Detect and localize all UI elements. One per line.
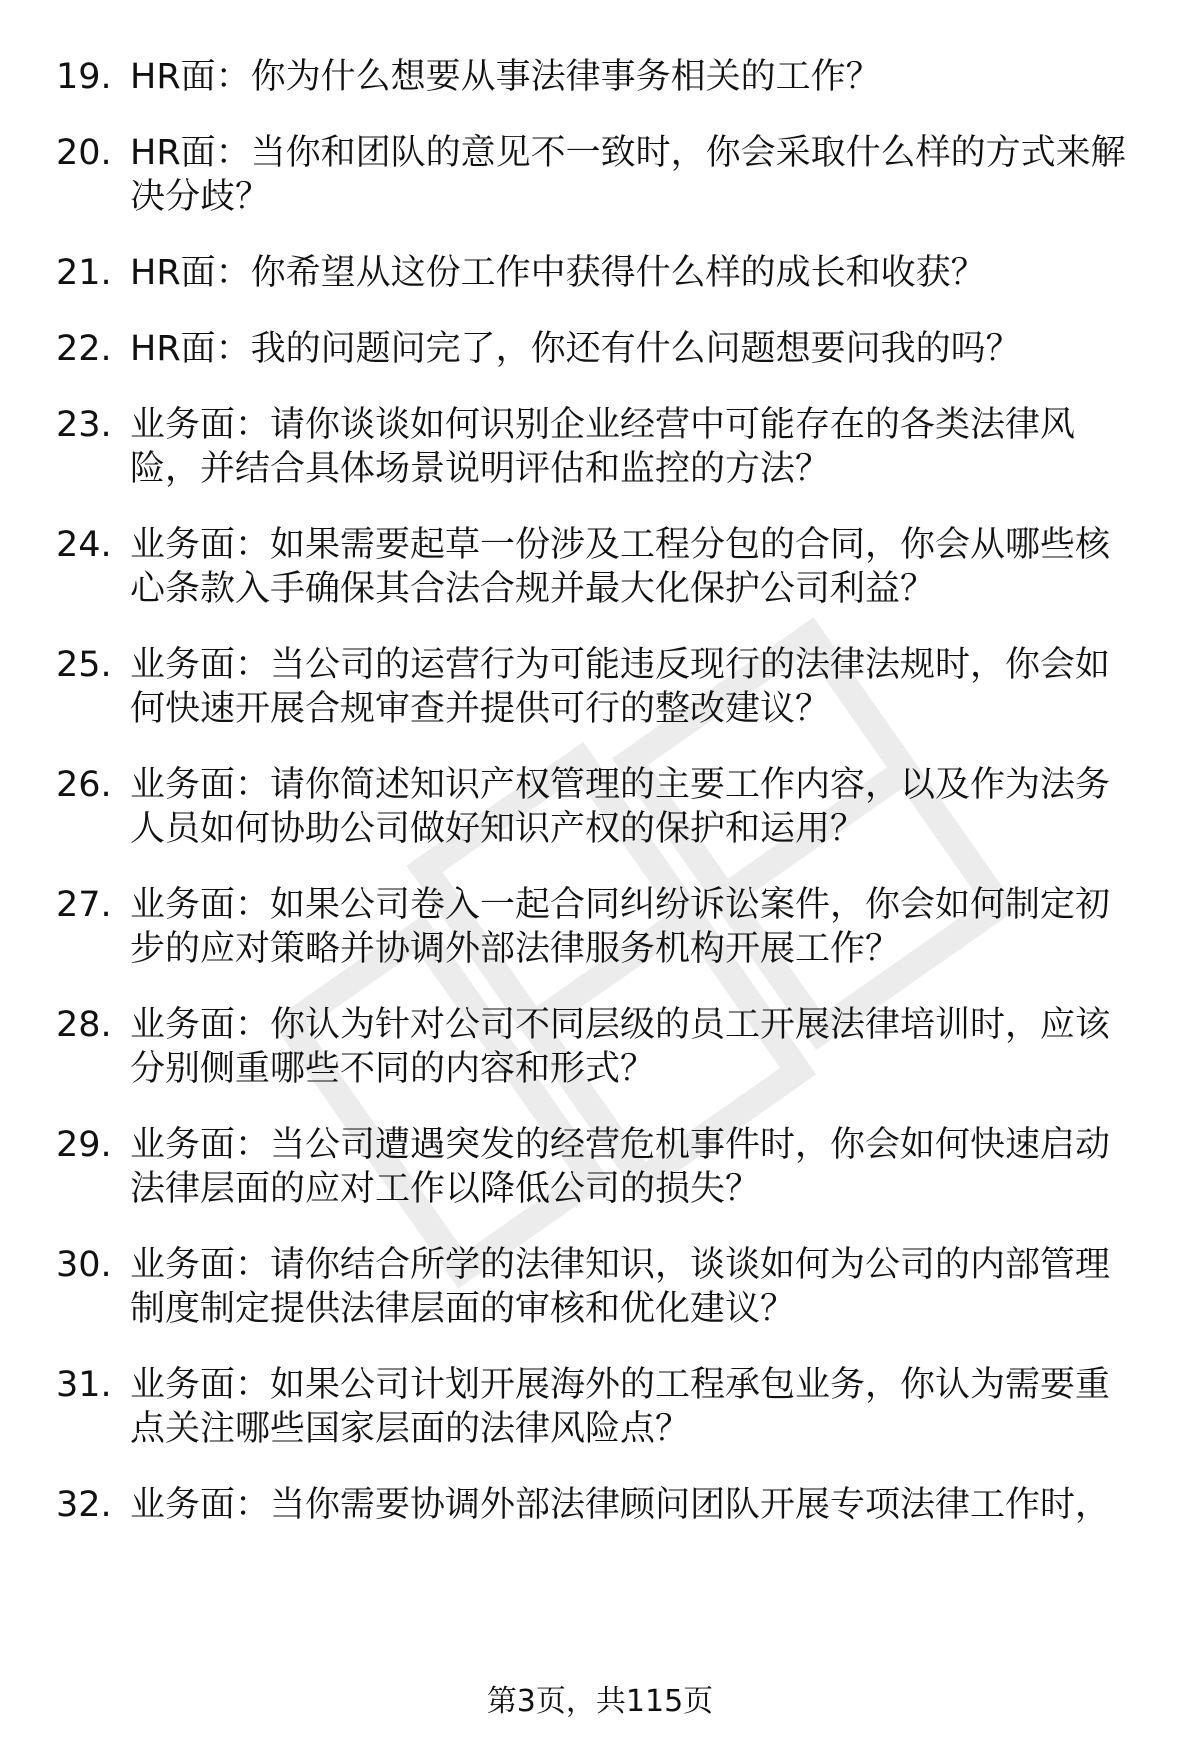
item-text-line: 业务面：如果公司卷入一起合同纠纷诉讼案件，你会如何制定初 (130, 885, 1111, 925)
item-text-line: 业务面：你认为针对公司不同层级的员工开展法律培训时，应该 (130, 1005, 1111, 1045)
item-text (130, 883, 1165, 971)
item-number: 26. (56, 765, 112, 805)
item-text-line: 制度制定提供法律层面的审核和优化建议？ (130, 1289, 796, 1329)
item-text-line: 点关注哪些国家层面的法律风险点？ (130, 1409, 691, 1449)
item-text-line: 法律层面的应对工作以降低公司的损失？ (130, 1169, 761, 1209)
item-number: 28. (56, 1005, 112, 1045)
item-number: 24. (56, 525, 112, 565)
item-text-line: 险，并结合具体场景说明评估和监控的方法？ (130, 449, 831, 489)
item-text-line: 业务面：如果公司计划开展海外的工程承包业务，你认为需要重 (130, 1365, 1111, 1405)
item-text-line: 业务面：当你需要协调外部法律顾问团队开展专项法律工作时， (130, 1485, 1111, 1525)
item-number: 27. (56, 885, 112, 925)
item-text-line: 人员如何协助公司做好知识产权的保护和运用？ (130, 809, 866, 849)
item-number: 30. (56, 1245, 112, 1285)
item-text-line: 业务面：当公司遭遇突发的经营危机事件时，你会如何快速启动 (130, 1125, 1111, 1165)
item-text (130, 1243, 1165, 1331)
item-number: 22. (56, 329, 112, 369)
item-number: 21. (56, 253, 112, 293)
item-text (130, 131, 1165, 219)
item-number: 20. (56, 133, 112, 173)
item-text-line: HR面：我的问题问完了，你还有什么问题想要问我的吗？ (130, 329, 1021, 369)
item-text (130, 1003, 1165, 1091)
item-text-line: 业务面：请你简述知识产权管理的主要工作内容，以及作为法务 (130, 765, 1111, 805)
item-text-line: HR面：当你和团队的意见不一致时，你会采取什么样的方式来解 (130, 133, 1126, 173)
item-text (130, 403, 1165, 491)
item-number: 23. (56, 405, 112, 445)
item-text-line: 步的应对策略并协调外部法律服务机构开展工作？ (130, 929, 901, 969)
item-text (130, 1123, 1165, 1211)
item-text (130, 763, 1165, 851)
item-text-line: 何快速开展合规审查并提供可行的整改建议？ (130, 689, 831, 729)
item-text (130, 523, 1165, 611)
item-text-line: 心条款入手确保其合法合规并最大化保护公司利益？ (130, 569, 936, 609)
item-text-line: 业务面：如果需要起草一份涉及工程分包的合同，你会从哪些核 (130, 525, 1111, 565)
item-text-line: 分别侧重哪些不同的内容和形式？ (130, 1049, 656, 1089)
item-text (130, 55, 1165, 99)
item-number: 31. (56, 1365, 112, 1405)
item-text (130, 643, 1165, 731)
item-text-line: 业务面：请你结合所学的法律知识，谈谈如何为公司的内部管理 (130, 1245, 1111, 1285)
item-text-line: 决分歧？ (130, 177, 271, 217)
item-text-line: HR面：你希望从这份工作中获得什么样的成长和收获？ (130, 253, 986, 293)
item-number: 32. (56, 1485, 112, 1525)
item-text (130, 251, 1165, 295)
item-number: 19. (56, 57, 112, 97)
item-text (130, 1483, 1165, 1527)
item-text-line: 业务面：当公司的运营行为可能违反现行的法律法规时，你会如 (130, 645, 1111, 685)
item-text (130, 1363, 1165, 1451)
item-text-line: 业务面：请你谈谈如何识别企业经营中可能存在的各类法律风 (130, 405, 1076, 445)
page-footer: 第3页，共115页 (486, 1684, 714, 1719)
item-number: 29. (56, 1125, 112, 1165)
item-text (130, 327, 1165, 371)
item-number: 25. (56, 645, 112, 685)
item-text-line: HR面：你为什么想要从事法律事务相关的工作？ (130, 57, 881, 97)
